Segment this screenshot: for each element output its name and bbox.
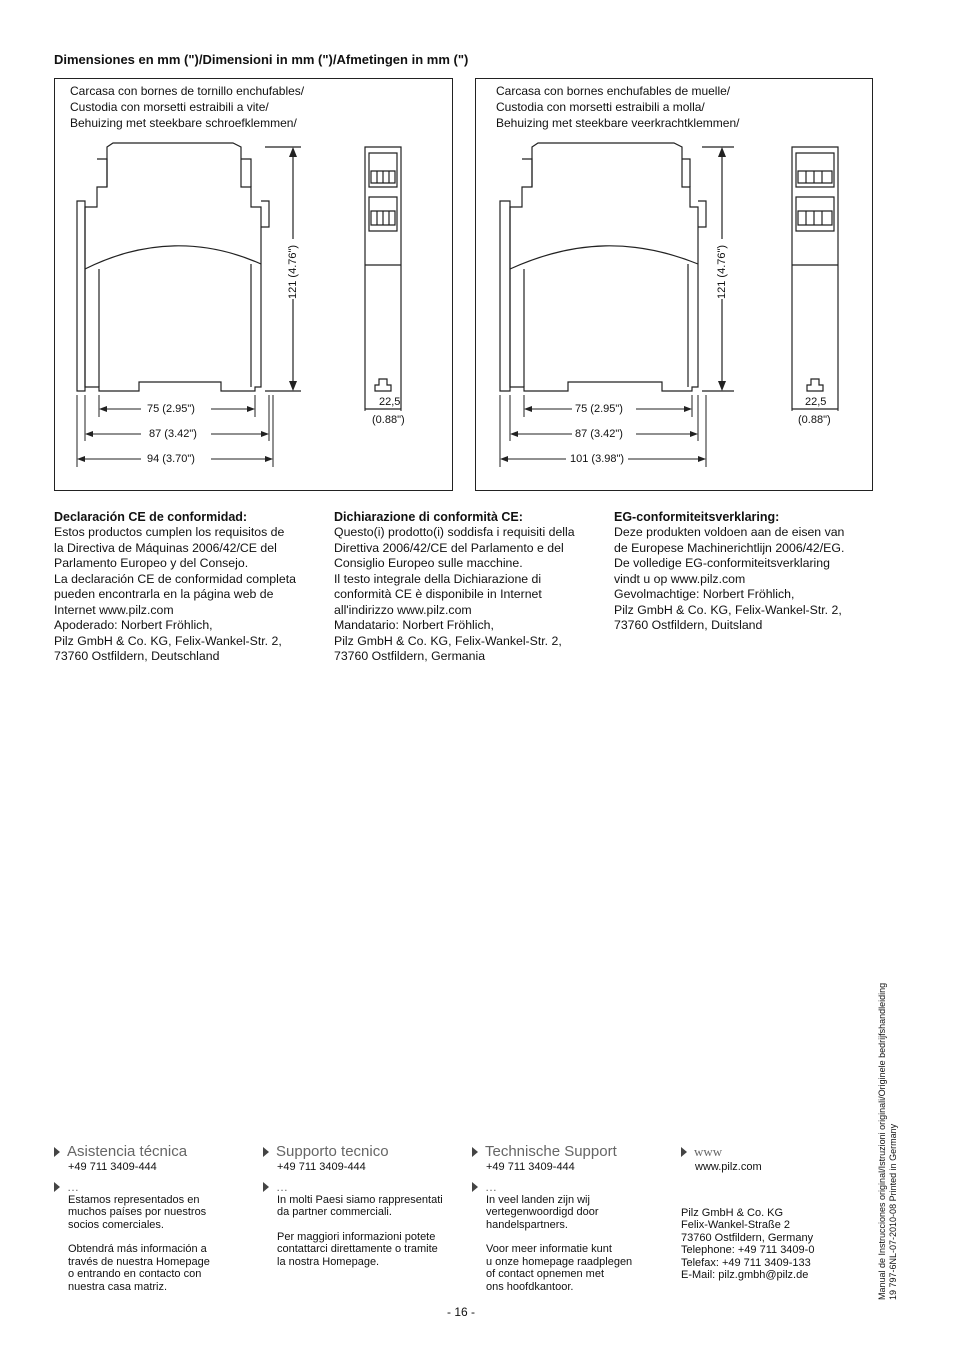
email-link[interactable]: E-Mail: pilz.gmbh@pilz.de [681,1269,809,1281]
footer-text: contattarci direttamente o tramite [277,1243,438,1255]
dimension-label: 101 (3.98") [570,453,625,465]
declaration-line: pueden encontrarla en la página web de [54,587,274,601]
side-document-info [877,983,899,1300]
declaration-line: Pilz GmbH & Co. KG, Felix-Wankel-Str. 2, [614,602,842,617]
declaration-line: Questo(i) prodotto(i) soddisfa i requisiti della [334,525,575,539]
height-dimension-label: 121 (4.76") [287,244,299,299]
footer-text: handelspartners. [486,1218,568,1231]
declaration-line: Gevolmachtige: Norbert Fröhlich, [614,587,795,601]
footer-text: ons hoofdkantoor. [486,1280,574,1293]
caption-line: Carcasa con bornes enchufables de muelle/ [496,84,731,98]
declaration-nl [614,509,876,634]
caption-line: Behuizing met steekbare schroefklemmen/ [70,116,297,130]
triangle-bullet-icon [263,1147,269,1157]
ellipsis: … [485,1179,497,1194]
ellipsis: … [67,1179,79,1194]
dimension-label: 87 (3.42") [149,428,197,440]
dimension-label: 22,5 [379,396,401,408]
footer-more [54,1180,244,1194]
address-line: Felix-Wankel-Straße 2 [681,1219,791,1231]
footer-text: da partner commerciali. [277,1206,392,1218]
declaration-it [334,509,596,665]
dimension-box-spring-terminals [475,78,873,491]
declaration-line: 73760 Ostfildern, Deutschland [54,649,220,663]
triangle-bullet-icon [472,1147,478,1157]
footer-text: vertegenwoordigd door [486,1206,599,1218]
ellipsis: … [276,1179,288,1194]
declaration-line: de Europese Machinerichtlijn 2006/42/EG. [614,540,845,555]
declaration-line: Pilz GmbH & Co. KG, Felix-Wankel-Str. 2, [54,633,282,648]
dimension-label: 22,5 [805,396,827,408]
footer-text: o entrando en contacto con [68,1268,202,1280]
footer-column-it [263,1143,453,1268]
address-line: 73760 Ostfildern, Germany [681,1231,814,1244]
footer-text: nuestra casa matriz. [68,1280,168,1293]
footer-text: muchos países por nuestros [68,1206,207,1218]
declaration-line: all'indirizzo www.pilz.com [334,602,472,617]
declaration-es [54,509,316,665]
declaration-line: La declaración CE de conformidad completa [54,571,296,586]
support-phone: +49 711 3409-444 [68,1161,157,1173]
declaration-line: Apoderado: Norbert Fröhlich, [54,618,213,632]
footer-column-www [681,1143,821,1282]
dimension-label: (0.88") [372,414,405,426]
declaration-title: EG-conformiteitsverklaring: [614,510,780,524]
footer-text: Voor meer informatie kunt [486,1243,612,1255]
triangle-bullet-icon [472,1182,478,1192]
footer-text: Estamos representados en [68,1193,200,1206]
footer-text: Per maggiori informazioni potete [277,1230,436,1243]
address-line: Telephone: +49 711 3409-0 [681,1244,815,1256]
footer-heading [54,1143,244,1161]
caption-line: Custodia con morsetti estraibili a vite/ [70,100,269,114]
website-link[interactable]: www.pilz.com [695,1161,762,1173]
triangle-bullet-icon [54,1182,60,1192]
page-title: Dimensiones en mm (")/Dimensioni in mm (")/Afmetingen in mm (") [54,52,469,67]
declaration-line: Deze produkten voldoen aan de eisen van [614,525,845,539]
footer-more [472,1180,662,1194]
declaration-line: 73760 Ostfildern, Duitsland [614,618,763,632]
footer-more [263,1180,453,1194]
dimension-label: 94 (3.70") [147,453,195,465]
footer-text: Obtendrá más información a [68,1243,207,1255]
footer-heading [681,1143,821,1161]
triangle-bullet-icon [681,1147,687,1157]
declaration-line: Direttiva 2006/42/CE del Parlamento e del [334,540,564,555]
address-line: Pilz GmbH & Co. KG [681,1206,784,1219]
housing-diagram [55,79,454,492]
footer-text: socios comerciales. [68,1218,164,1231]
footer-text: la nostra Homepage. [277,1255,380,1268]
declaration-title: Dichiarazione di conformità CE: [334,510,523,524]
footer-heading-text: Asistencia técnica [67,1143,188,1160]
declaration-line: Parlamento Europeo y del Consejo. [54,556,249,570]
declaration-line: vindt u op www.pilz.com [614,571,746,586]
declaration-line: De volledige EG-conformiteitsverklaring [614,556,830,570]
declaration-line: Internet www.pilz.com [54,602,174,617]
address-line: Telefax: +49 711 3409-133 [681,1256,811,1269]
dimension-box-screw-terminals [54,78,453,491]
footer-heading [263,1143,453,1161]
footer-text: In molti Paesi siamo rappresentati [277,1193,443,1206]
height-dimension-label: 121 (4.76") [716,244,728,299]
footer-heading-text: www [694,1144,723,1159]
footer-heading-text: Technische Support [485,1143,617,1160]
footer-heading-text: Supporto tecnico [276,1143,389,1160]
footer-heading [472,1143,662,1161]
caption-line: Carcasa con bornes de tornillo enchufables/ [70,84,305,98]
footer-column-nl [472,1143,662,1293]
footer-column-es [54,1143,244,1293]
declaration-line: Mandatario: Norbert Fröhlich, [334,618,494,632]
triangle-bullet-icon [54,1147,60,1157]
declaration-line: Il testo integrale della Dichiarazione di [334,571,542,586]
housing-diagram [476,79,874,492]
dimension-label: 75 (2.95") [575,403,623,415]
side-text-line: Manual de Instrucciones original/Istruzioni originali/Originele bedrijfshandleiding [877,982,887,1300]
declaration-line: 73760 Ostfildern, Germania [334,649,486,663]
declaration-line: Pilz GmbH & Co. KG, Felix-Wankel-Str. 2, [334,633,562,648]
dimension-label: 75 (2.95") [147,403,195,415]
declaration-line: la Directiva de Máquinas 2006/42/CE del [54,540,277,555]
dimension-label: 87 (3.42") [575,428,623,440]
caption-line: Behuizing met steekbare veerkrachtklemmen/ [496,116,740,130]
declaration-line: Estos productos cumplen los requisitos de [54,525,285,539]
caption-line: Custodia con morsetti estraibili a molla/ [496,100,705,114]
footer-text: u onze homepage raadplegen [486,1255,633,1268]
declaration-line: conformità CE è disponibile in Internet [334,587,542,601]
page-number: - 16 - [447,1305,476,1319]
support-phone: +49 711 3409-444 [486,1161,575,1173]
side-text-line: 19 797-6NL-07-2010-08 Printed in Germany [888,1123,898,1300]
triangle-bullet-icon [263,1182,269,1192]
support-phone: +49 711 3409-444 [277,1161,366,1173]
footer-text: of contact opnemen met [486,1268,605,1280]
footer-text: través de nuestra Homepage [68,1255,210,1268]
declaration-line: Consiglio Europeo sulle macchine. [334,556,523,570]
dimension-label: (0.88") [798,414,831,426]
declaration-title: Declaración CE de conformidad: [54,510,248,524]
footer-text: In veel landen zijn wij [486,1193,590,1206]
